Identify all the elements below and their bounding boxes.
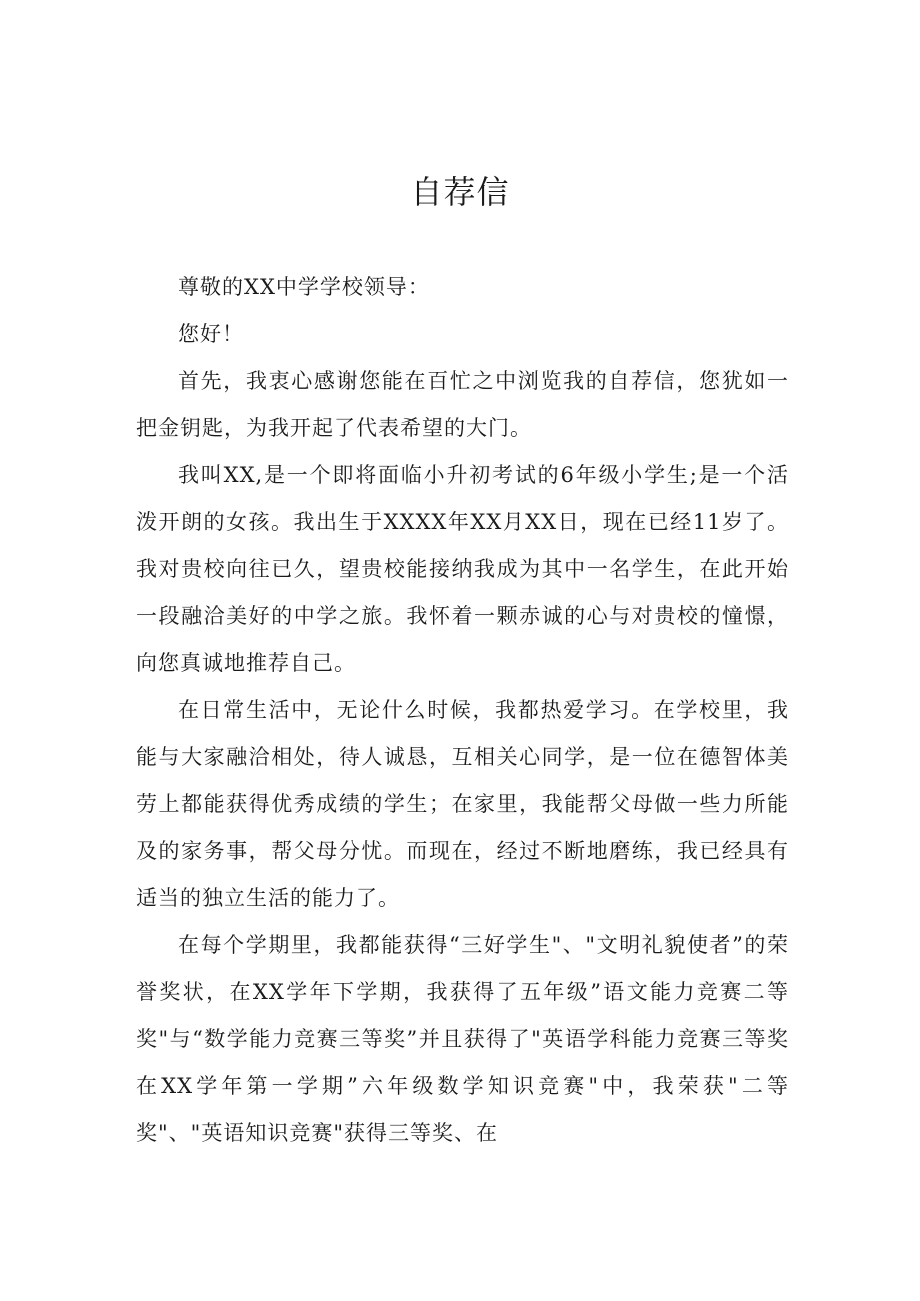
letter-body [136,264,789,1157]
paragraph-3: 在日常生活中，无论什么时候，我都热爱学习。在学校里，我能与大家融洽相处，待人诚恳，互相关心同学，是一位在德智体美劳上都能获得优秀成绩的学生；在家里，我能帮父母做一些力所能及的家务事，帮父母分忧。而现在，经过不断地磨练，我已经具有适当的独立生活的能力了。 [136,698,789,910]
paragraph-2: 我叫XX,是一个即将面临小升初考试的6年级小学生;是一个活泼开朗的女孩。我出生于XXXX年XX月XX日，现在已经11岁了。我对贵校向往已久，望贵校能接纳我成为其中一名学生，在此开始一段融洽美好的中学之旅。我怀着一颗赤诚的心与对贵校的憧憬，向您真诚地推荐自己。 [136,463,789,675]
greeting: 您好！ [178,322,244,346]
paragraph-1: 首先，我衷心感谢您能在百忙之中浏览我的自荐信，您犹如一把金钥匙，为我开起了代表希望的大门。 [136,369,789,440]
document-title: 自荐信 [410,173,510,211]
salutation: 尊敬的XX中学学校领导： [178,275,430,299]
paragraph-4: 在每个学期里，我都能获得“三好学生"、"文明礼貌使者”的荣誉奖状，在XX学年下学期，我获得了五年级”语文能力竞赛二等奖"与“数学能力竞赛三等奖”并且获得了"英语学科能力竞赛三等奖在XX学年第一学期”六年级数学知识竞赛"中，我荣获"二等奖"、"英语知识竞赛"获得三等奖、在 [136,933,789,1145]
